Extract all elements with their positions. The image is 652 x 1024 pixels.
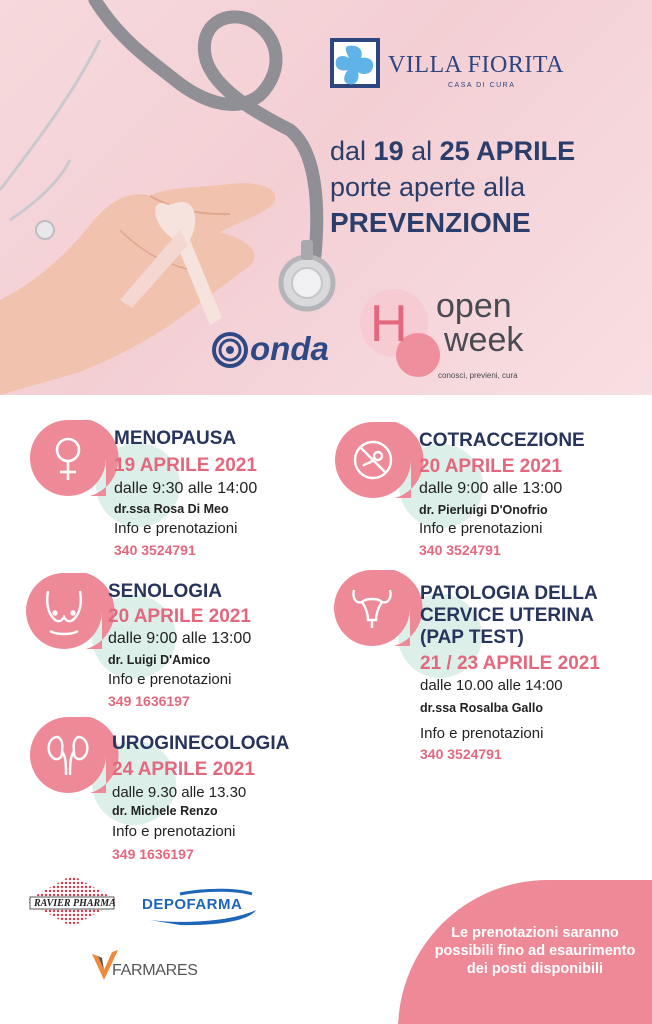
ravier-pharma-logo xyxy=(24,873,120,929)
event-title-line: (PAP TEST) xyxy=(420,627,524,648)
open-week-week: week xyxy=(444,321,524,359)
event-info: Info e prenotazioni xyxy=(419,520,543,537)
event-info: Info e prenotazioni xyxy=(420,725,544,742)
open-week-open: open xyxy=(436,287,512,325)
onda-logo xyxy=(212,330,342,366)
event-date: 21 / 23 APRILE 2021 xyxy=(420,653,600,674)
event-patologia-cervice xyxy=(334,570,644,765)
event-time: dalle 9:30 alle 14:00 xyxy=(114,480,258,497)
event-phone[interactable]: 340 3524791 xyxy=(114,542,196,558)
event-info: Info e prenotazioni xyxy=(112,823,236,840)
event-info: Info e prenotazioni xyxy=(114,520,238,537)
event-phone[interactable]: 340 3524791 xyxy=(420,746,502,762)
booking-note-text: Le prenotazioni saranno possibili fino ad esaurimento dei posti disponibili xyxy=(434,925,636,977)
hero-banner xyxy=(0,0,652,395)
onda-swirl-icon xyxy=(212,332,248,368)
headline-line2: porte aperte alla xyxy=(330,172,526,202)
onda-logo-text: onda xyxy=(250,330,329,367)
event-date: 19 APRILE 2021 xyxy=(114,455,257,476)
event-title: SENOLOGIA xyxy=(108,581,223,602)
event-title-line: PATOLOGIA DELLA xyxy=(420,583,598,604)
farmares-logo xyxy=(92,950,202,984)
open-week-logo xyxy=(360,283,550,383)
headline-line3: PREVENZIONE xyxy=(330,207,531,238)
event-cotraccezione xyxy=(335,422,635,567)
event-time: dalle 10.00 alle 14:00 xyxy=(420,677,563,694)
event-phone[interactable]: 340 3524791 xyxy=(419,542,501,558)
ravier-pharma-text: RAVIER PHARMA xyxy=(34,898,116,909)
event-date: 24 APRILE 2021 xyxy=(112,759,255,780)
event-title xyxy=(420,583,598,649)
logo-name: VILLA FIORITA xyxy=(388,52,564,78)
open-week-tagline: conosci, previeni, cura xyxy=(438,371,518,380)
svg-text:H: H xyxy=(370,295,408,353)
cross-logo-icon xyxy=(330,38,380,88)
event-title: UROGINECOLOGIA xyxy=(112,733,290,754)
event-uroginecologia xyxy=(30,717,330,867)
headline-day1: 19 xyxy=(373,136,404,166)
event-time: dalle 9.30 alle 13.30 xyxy=(112,784,247,801)
event-phone[interactable]: 349 1636197 xyxy=(112,846,194,862)
event-doctor: dr. Pierluigi D'Onofrio xyxy=(419,503,548,517)
depofarma-text: DEPOFARMA xyxy=(142,896,243,913)
event-doctor: dr. Michele Renzo xyxy=(112,804,218,818)
headline-prefix: dal xyxy=(330,136,374,166)
headline-mid: al xyxy=(403,136,440,166)
farmares-text: FARMARES xyxy=(112,962,198,979)
event-doctor: dr.ssa Rosa Di Meo xyxy=(114,502,229,516)
event-date: 20 APRILE 2021 xyxy=(419,456,562,477)
event-time: dalle 9:00 alle 13:00 xyxy=(108,630,252,647)
depofarma-logo xyxy=(140,884,262,926)
event-time: dalle 9:00 alle 13:00 xyxy=(419,480,563,497)
event-info: Info e prenotazioni xyxy=(108,671,232,688)
booking-note xyxy=(398,880,652,1024)
event-date: 20 APRILE 2021 xyxy=(108,606,251,627)
event-doctor: dr.ssa Rosalba Gallo xyxy=(420,701,543,715)
event-title-line: CERVICE UTERINA xyxy=(420,605,594,626)
event-title: COTRACCEZIONE xyxy=(419,430,585,451)
headline xyxy=(330,133,575,241)
event-title: MENOPAUSA xyxy=(114,428,237,449)
headline-day2: 25 APRILE xyxy=(439,136,576,166)
logo-subtitle: CASA DI CURA xyxy=(448,82,516,89)
event-menopausa xyxy=(30,420,320,565)
event-doctor: dr. Luigi D'Amico xyxy=(108,653,211,667)
villa-fiorita-logo xyxy=(330,38,564,89)
event-phone[interactable]: 349 1636197 xyxy=(108,693,190,709)
event-senologia xyxy=(26,573,316,718)
